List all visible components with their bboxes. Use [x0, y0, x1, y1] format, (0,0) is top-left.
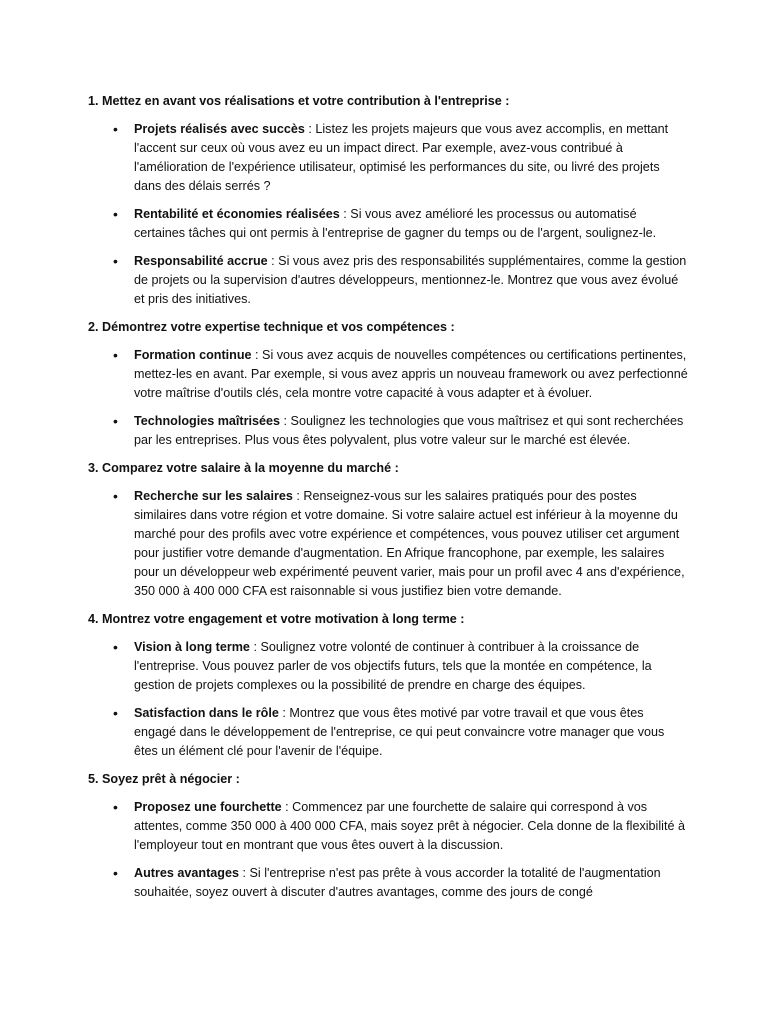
item-label: Formation continue	[134, 348, 252, 362]
list-item	[88, 412, 688, 450]
item-text: : Si vous avez acquis de nouvelles compétences ou certifications pertinentes, mettez-les en avant. Par exemple, si vous avez appris un nouveau framework ou avez perfectionné votre maîtrise d'outils clés, cela montre votre capacité à vous adapter et à évoluer.	[134, 348, 688, 400]
bullet-list	[88, 798, 688, 902]
bullet-icon: •	[113, 639, 118, 655]
bullet-icon: •	[113, 865, 118, 881]
item-text: : Soulignez les technologies que vous maîtrisez et qui sont recherchées par les entreprises. Plus vous êtes polyvalent, plus votre valeur sur le marché est élevée.	[134, 414, 684, 447]
item-text: : Si vous avez amélioré les processus ou automatisé certaines tâches qui ont permis à l'entreprise de gagner du temps ou de l'argent, soulignez-le.	[134, 207, 657, 240]
section-title: 5. Soyez prêt à négocier :	[88, 772, 240, 786]
bullet-icon: •	[113, 206, 118, 222]
item-label: Recherche sur les salaires	[134, 489, 293, 503]
bullet-icon: •	[113, 799, 118, 815]
section-2	[88, 318, 688, 450]
item-text: : Si l'entreprise n'est pas prête à vous accorder la totalité de l'augmentation souhaitée, soyez ouvert à discuter d'autres avantages, comme des jours de congé	[134, 866, 661, 899]
item-text: : Commencez par une fourchette de salaire qui correspond à vos attentes, comme 350 000 à 400 000 CFA, mais soyez prêt à négocier. Cela donne de la flexibilité à l'employeur tout en montrant que vous êtes ouvert à la discussion.	[134, 800, 685, 852]
list-item	[88, 798, 688, 855]
section-4	[88, 610, 688, 761]
item-label: Rentabilité et économies réalisées	[134, 207, 340, 221]
section-title: 2. Démontrez votre expertise technique et vos compétences :	[88, 320, 455, 334]
bullet-list	[88, 346, 688, 450]
bullet-list	[88, 638, 688, 761]
bullet-list	[88, 487, 688, 601]
section-5	[88, 770, 688, 902]
item-label: Proposez une fourchette	[134, 800, 282, 814]
section-title: 1. Mettez en avant vos réalisations et votre contribution à l'entreprise :	[88, 94, 510, 108]
bullet-icon: •	[113, 347, 118, 363]
item-text: : Montrez que vous êtes motivé par votre travail et que vous êtes engagé dans le développement de l'entreprise, ce qui peut convaincre votre manager que vous êtes un élément clé pour l'avenir de l'équipe.	[134, 706, 665, 758]
item-label: Vision à long terme	[134, 640, 250, 654]
list-item	[88, 864, 688, 902]
section-title: 4. Montrez votre engagement et votre motivation à long terme :	[88, 612, 465, 626]
bullet-icon: •	[113, 705, 118, 721]
item-text: : Si vous avez pris des responsabilités supplémentaires, comme la gestion de projets ou la supervision d'autres développeurs, mentionnez-le. Montrez que vous avez évolué et pris des initiatives.	[134, 254, 687, 306]
item-text: : Listez les projets majeurs que vous avez accomplis, en mettant l'accent sur ceux où vous avez eu un impact direct. Par exemple, avez-vous contribué à l'amélioration de l'expérience utilisateur, optimisé les performances du site, ou livré des projets dans des délais serrés ?	[134, 122, 669, 193]
list-item	[88, 638, 688, 695]
item-text: : Renseignez-vous sur les salaires pratiqués pour des postes similaires dans votre région et votre domaine. Si votre salaire actuel est inférieur à la moyenne du marché pour des profils avec votre expérience et compétences, vous pouvez utiliser cet argument pour justifier votre demande d'augmentation. En Afrique francophone, par exemple, les salaires pour un développeur web expérimenté peuvent varier, mais pour un profil avec 4 ans d'expérience, 350 000 à 400 000 CFA est raisonnable si vous justifiez bien votre demande.	[134, 489, 685, 598]
section-title: 3. Comparez votre salaire à la moyenne du marché :	[88, 461, 399, 475]
item-label: Projets réalisés avec succès	[134, 122, 305, 136]
bullet-icon: •	[113, 253, 118, 269]
item-label: Satisfaction dans le rôle	[134, 706, 279, 720]
section-1	[88, 92, 688, 309]
list-item	[88, 252, 688, 309]
list-item	[88, 704, 688, 761]
item-text: : Soulignez votre volonté de continuer à contribuer à la croissance de l'entreprise. Vous pouvez parler de vos objectifs futurs, tels que la montée en compétence, la gestion de projets complexes ou la possibilité de prendre en charge des équipes.	[134, 640, 652, 692]
bullet-list	[88, 120, 688, 309]
bullet-icon: •	[113, 121, 118, 137]
document-page	[88, 92, 688, 911]
list-item	[88, 346, 688, 403]
bullet-icon: •	[113, 488, 118, 504]
list-item	[88, 205, 688, 243]
item-label: Responsabilité accrue	[134, 254, 268, 268]
list-item	[88, 120, 688, 196]
item-label: Autres avantages	[134, 866, 239, 880]
section-3	[88, 459, 688, 601]
list-item	[88, 487, 688, 601]
bullet-icon: •	[113, 413, 118, 429]
item-label: Technologies maîtrisées	[134, 414, 281, 428]
